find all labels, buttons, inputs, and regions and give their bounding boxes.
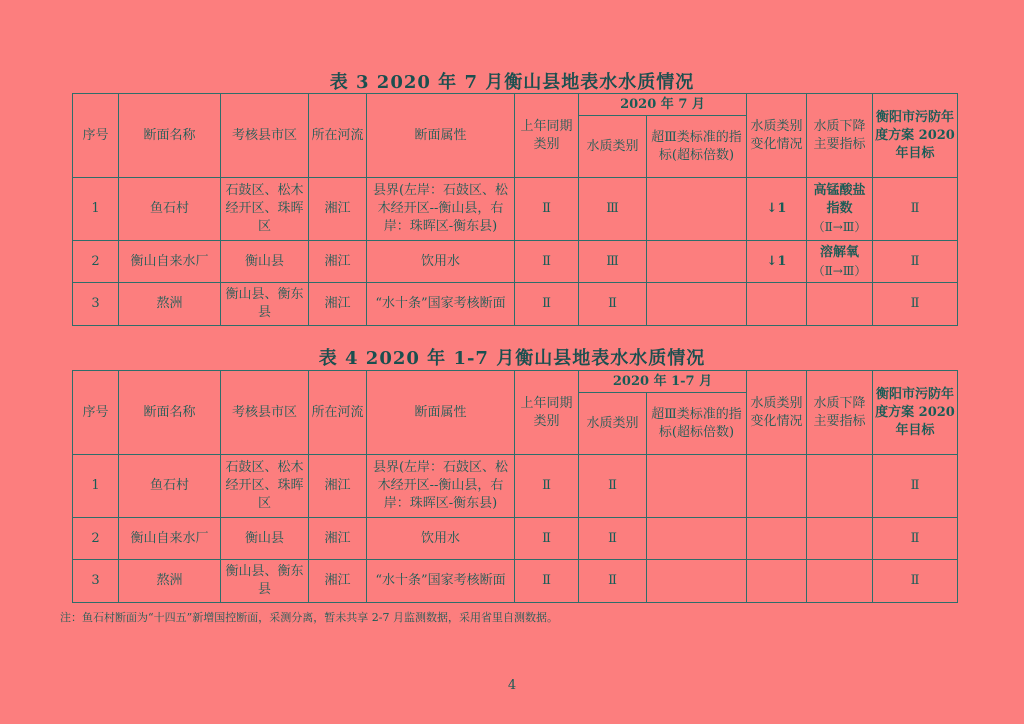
cell-last-year: Ⅱ (515, 560, 579, 603)
decline-indicator: 溶解氧 (819, 244, 859, 260)
cell-river: 湘江 (309, 241, 367, 283)
header-name: 断面名称 (119, 94, 221, 178)
cell-class: Ⅱ (579, 455, 647, 518)
cell-river: 湘江 (309, 518, 367, 560)
header-class: 水质类别 (579, 116, 647, 178)
cell-attr: “水十条”国家考核断面 (367, 283, 515, 326)
cell-county: 衡山县 (221, 518, 309, 560)
cell-seq: 3 (73, 560, 119, 603)
cell-last-year: Ⅱ (515, 518, 579, 560)
header-target: 衡阳市污防年度方案 2020 年目标 (873, 94, 958, 178)
cell-county: 石鼓区、松木经开区、珠晖区 (221, 455, 309, 518)
cell-target: Ⅱ (873, 455, 958, 518)
cell-change (747, 560, 807, 603)
cell-seq: 1 (73, 178, 119, 241)
cell-target: Ⅱ (873, 178, 958, 241)
cell-decline (807, 560, 873, 603)
header-seq: 序号 (73, 371, 119, 455)
cell-exceed (647, 560, 747, 603)
cell-decline (807, 178, 873, 241)
cell-name: 熬洲 (119, 560, 221, 603)
decline-change: （Ⅱ→Ⅲ） (812, 263, 867, 278)
cell-exceed (647, 518, 747, 560)
cell-last-year: Ⅱ (515, 283, 579, 326)
table3 (72, 93, 958, 326)
cell-attr: 饮用水 (367, 241, 515, 283)
header-change: 水质类别变化情况 (747, 371, 807, 455)
cell-class: Ⅱ (579, 560, 647, 603)
header-river: 所在河流 (309, 94, 367, 178)
cell-seq: 2 (73, 518, 119, 560)
cell-last-year: Ⅱ (515, 241, 579, 283)
header-period: 2020 年 7 月 (579, 94, 747, 116)
cell-class: Ⅲ (579, 241, 647, 283)
cell-target: Ⅱ (873, 518, 958, 560)
header-change: 水质类别变化情况 (747, 94, 807, 178)
cell-attr: 县界(左岸：石鼓区、松木经开区--衡山县，右岸：珠晖区-衡东县) (367, 455, 515, 518)
cell-class: Ⅲ (579, 178, 647, 241)
cell-river: 湘江 (309, 455, 367, 518)
header-last-year: 上年同期类别 (515, 94, 579, 178)
cell-change (747, 283, 807, 326)
header-last-year: 上年同期类别 (515, 371, 579, 455)
cell-river: 湘江 (309, 178, 367, 241)
cell-decline (807, 518, 873, 560)
header-period: 2020 年 1-7 月 (579, 371, 747, 393)
header-seq: 序号 (73, 94, 119, 178)
cell-change: ↓1 (747, 178, 807, 241)
page-number: 4 (507, 678, 517, 693)
header-exceed: 超Ⅲ类标准的指标(超标倍数) (647, 116, 747, 178)
header-target: 衡阳市污防年度方案 2020 年目标 (873, 371, 958, 455)
cell-river: 湘江 (309, 560, 367, 603)
cell-class: Ⅱ (579, 518, 647, 560)
cell-exceed (647, 455, 747, 518)
cell-exceed (647, 178, 747, 241)
cell-seq: 1 (73, 455, 119, 518)
table-row (73, 518, 958, 560)
cell-decline (807, 283, 873, 326)
footnote: 注：鱼石村断面为“十四五”新增国控断面，采测分离，暂未共享 2-7 月监测数据，采用省里自测数据。 (60, 611, 558, 624)
cell-name: 衡山自来水厂 (119, 518, 221, 560)
table-row (73, 455, 958, 518)
cell-name: 鱼石村 (119, 455, 221, 518)
cell-decline (807, 241, 873, 283)
header-attr: 断面属性 (367, 371, 515, 455)
cell-change (747, 455, 807, 518)
header-river: 所在河流 (309, 371, 367, 455)
cell-exceed (647, 241, 747, 283)
cell-attr: 县界(左岸：石鼓区、松木经开区--衡山县，右岸：珠晖区-衡东县) (367, 178, 515, 241)
table-row (73, 241, 958, 283)
cell-exceed (647, 283, 747, 326)
header-exceed: 超Ⅲ类标准的指标(超标倍数) (647, 393, 747, 455)
table-row (73, 560, 958, 603)
table4-title: 表 4 2020 年 1-7 月衡山县地表水水质情况 (318, 348, 706, 369)
cell-name: 鱼石村 (119, 178, 221, 241)
header-county: 考核县市区 (221, 94, 309, 178)
cell-class: Ⅱ (579, 283, 647, 326)
table-row (73, 178, 958, 241)
header-decline: 水质下降主要指标 (807, 371, 873, 455)
cell-county: 衡山县、衡东县 (221, 283, 309, 326)
cell-seq: 2 (73, 241, 119, 283)
decline-indicator: 高锰酸盐指数 (813, 183, 866, 216)
header-name: 断面名称 (119, 371, 221, 455)
cell-attr: “水十条”国家考核断面 (367, 560, 515, 603)
cell-last-year: Ⅱ (515, 178, 579, 241)
cell-target: Ⅱ (873, 241, 958, 283)
cell-change: ↓1 (747, 241, 807, 283)
table-row (73, 283, 958, 326)
cell-change (747, 518, 807, 560)
cell-name: 熬洲 (119, 283, 221, 326)
table4 (72, 370, 958, 603)
table3-title: 表 3 2020 年 7 月衡山县地表水水质情况 (329, 72, 695, 93)
cell-target: Ⅱ (873, 560, 958, 603)
header-attr: 断面属性 (367, 94, 515, 178)
cell-name: 衡山自来水厂 (119, 241, 221, 283)
cell-last-year: Ⅱ (515, 455, 579, 518)
cell-target: Ⅱ (873, 283, 958, 326)
cell-river: 湘江 (309, 283, 367, 326)
header-class: 水质类别 (579, 393, 647, 455)
cell-county: 衡山县、衡东县 (221, 560, 309, 603)
cell-county: 石鼓区、松木经开区、珠晖区 (221, 178, 309, 241)
header-county: 考核县市区 (221, 371, 309, 455)
header-decline: 水质下降主要指标 (807, 94, 873, 178)
cell-seq: 3 (73, 283, 119, 326)
decline-change: （Ⅱ→Ⅲ） (812, 220, 867, 234)
cell-attr: 饮用水 (367, 518, 515, 560)
cell-county: 衡山县 (221, 241, 309, 283)
cell-decline (807, 455, 873, 518)
